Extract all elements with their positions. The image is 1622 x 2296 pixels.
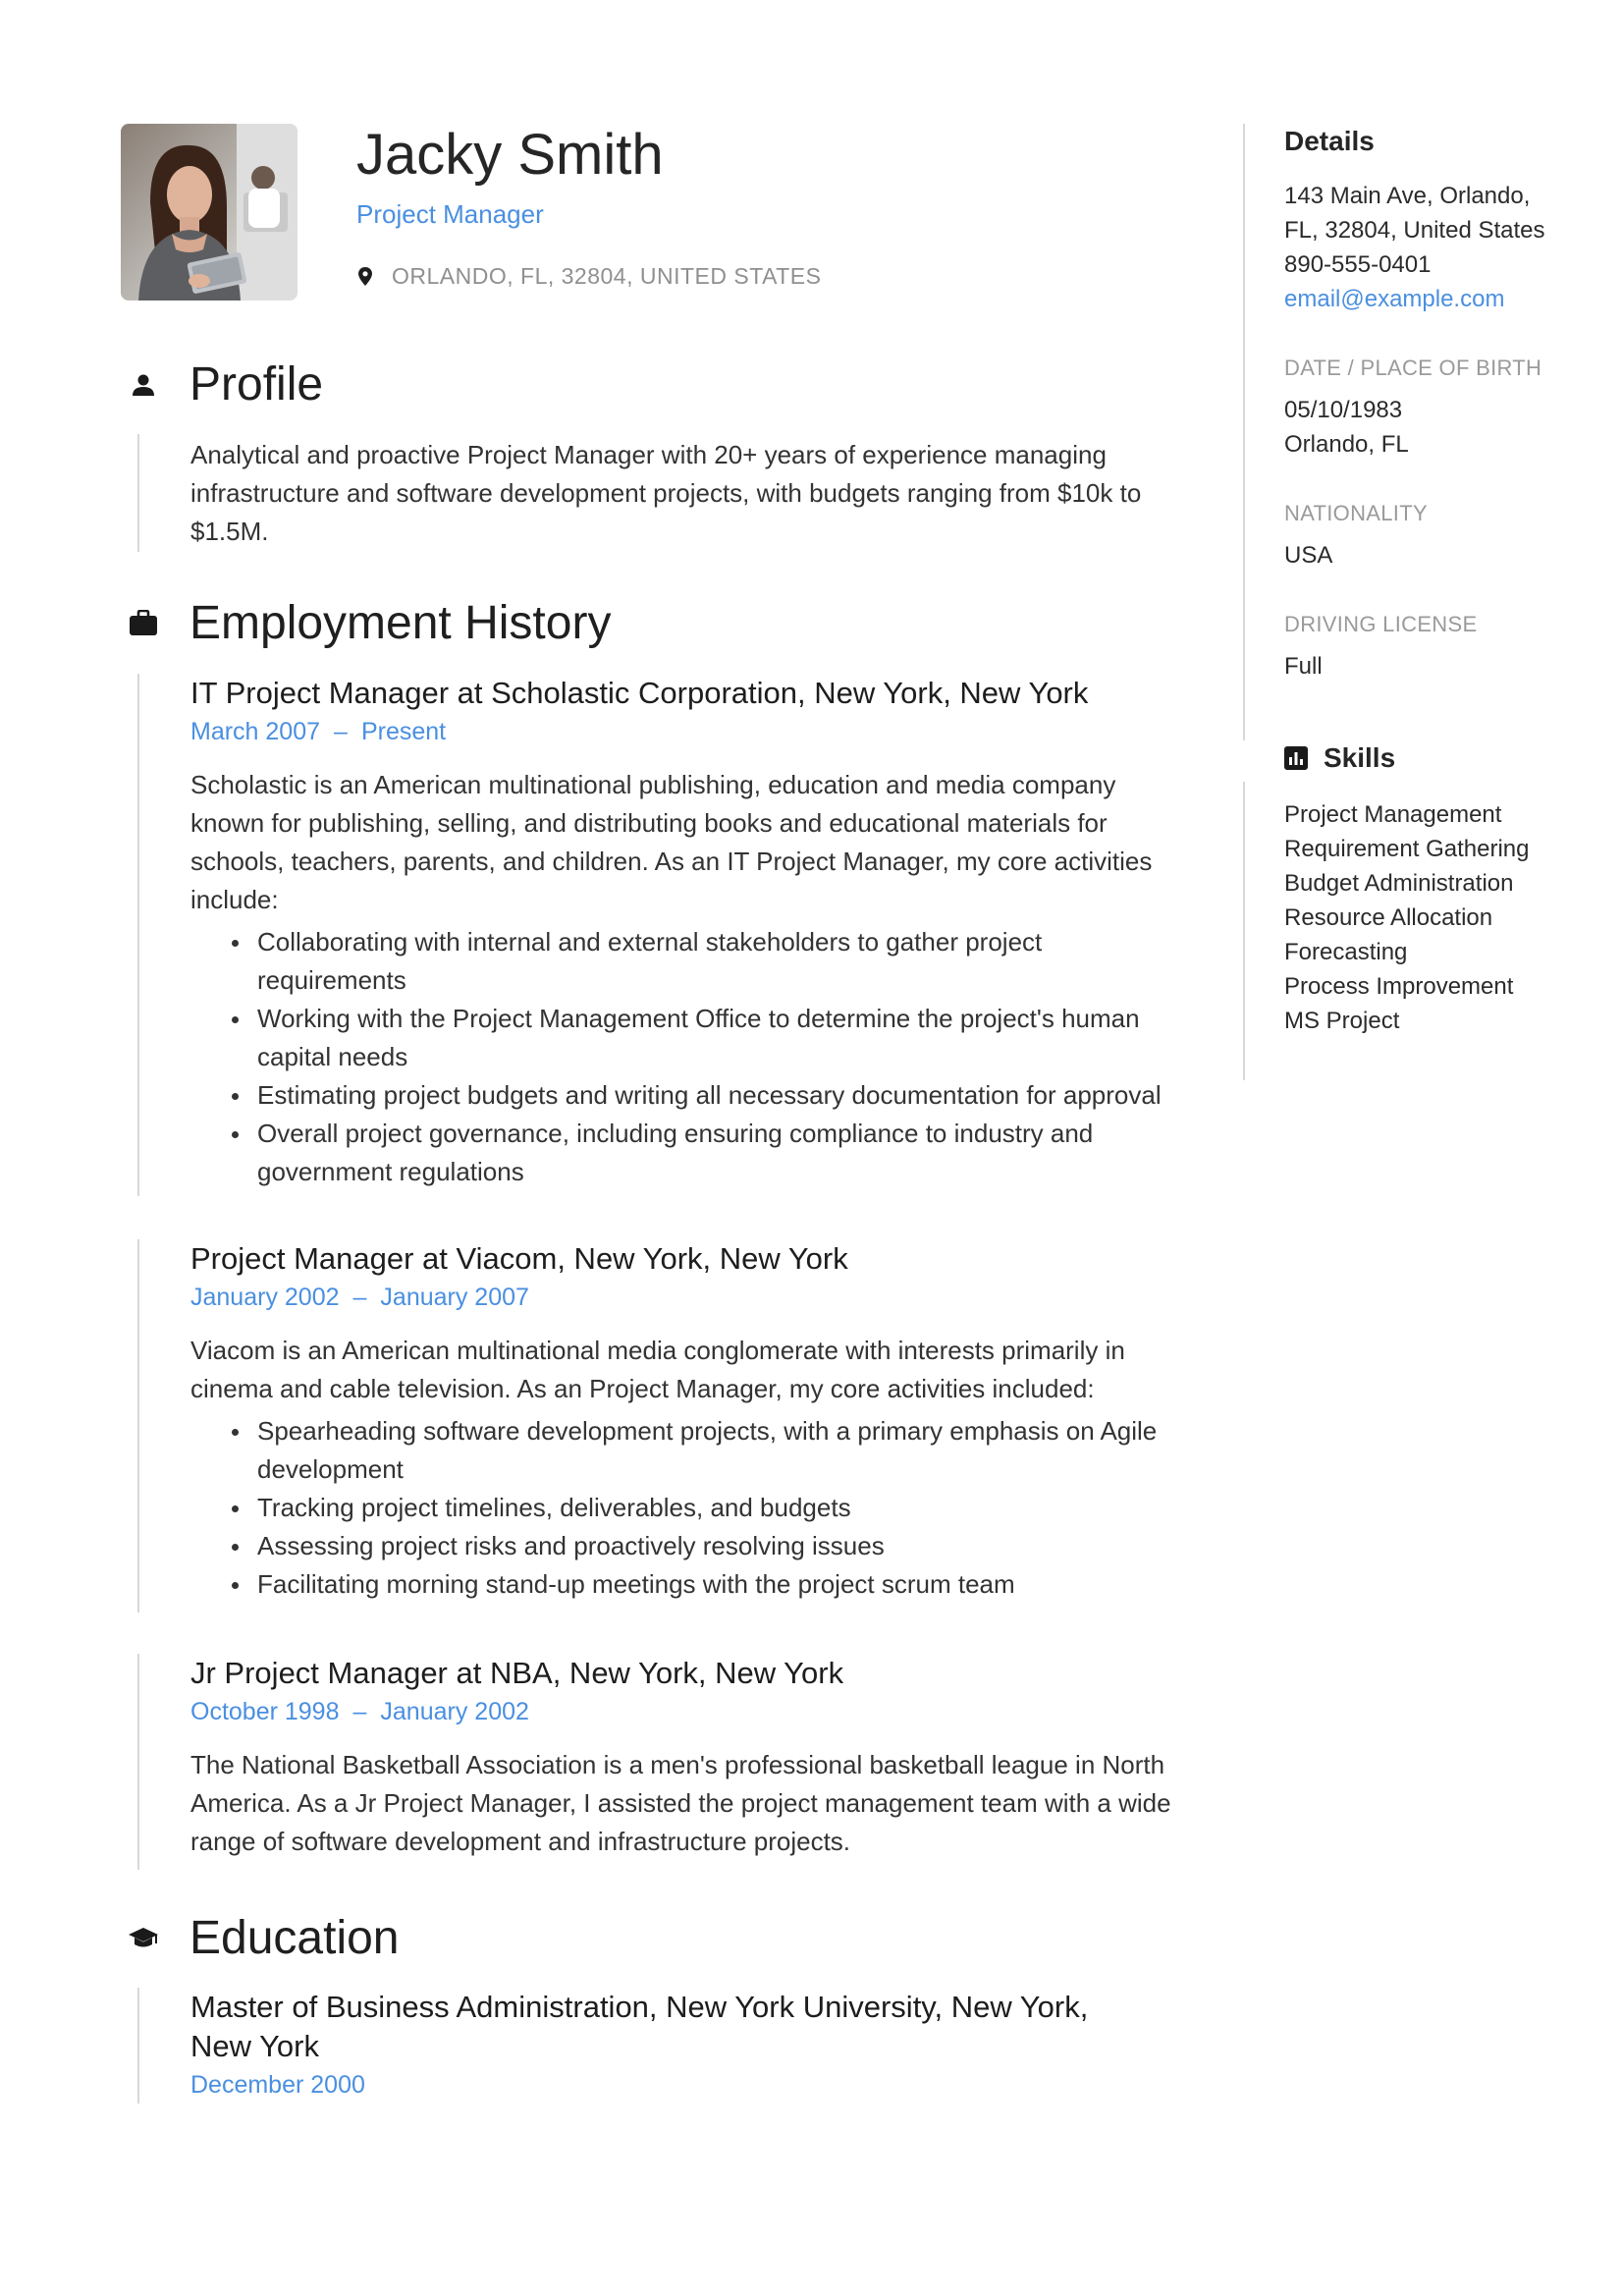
skill-item: Process Improvement: [1284, 973, 1514, 1000]
date-separator: –: [352, 1698, 367, 1725]
skills-list: [1284, 797, 1608, 1038]
job-start: January 2002: [190, 1284, 340, 1311]
license-value: Full: [1284, 653, 1323, 680]
job-dates: [190, 1281, 1188, 1314]
profile-block: [137, 434, 1188, 552]
skills-heading: [1284, 740, 1608, 776]
list-item: Spearheading software development projects, with a primary emphasis on Agile development: [190, 1412, 1188, 1489]
birth-label: DATE / PLACE OF BIRTH: [1284, 355, 1542, 380]
list-item: Working with the Project Management Office to determine the project's human capital needs: [190, 1000, 1188, 1076]
job-dates: [190, 715, 1188, 748]
job-title: IT Project Manager at Scholastic Corporation, New York, New York: [190, 676, 1089, 710]
section-title: Employment History: [189, 597, 612, 649]
degree-title: Master of Business Administration, New York University, New York, New York: [190, 1990, 1089, 2063]
location-text: ORLANDO, FL, 32804, UNITED STATES: [392, 263, 822, 289]
details-heading: Details: [1284, 126, 1375, 156]
list-item: Collaborating with internal and external stakeholders to gather project requirements: [190, 923, 1188, 1000]
birth-place: Orlando, FL: [1284, 431, 1409, 458]
job-title: Project Manager at Viacom, New York, New York: [190, 1241, 848, 1276]
job-end: January 2002: [380, 1698, 529, 1725]
skill-item: Project Management: [1284, 801, 1502, 828]
job-start: October 1998: [190, 1698, 340, 1725]
job-title: Jr Project Manager at NBA, New York, New York: [190, 1656, 844, 1690]
candidate-name: Jacky Smith: [356, 123, 664, 187]
section-title: Education: [189, 1912, 400, 1964]
employment-heading: [121, 596, 611, 650]
job-bullets: [190, 923, 1188, 1191]
job-description: Scholastic is an American multinational publishing, education and media company known for publishing, selling, and distributing books and educational materials for schools, teachers, parents, and children. As an IT Project Manager, my core activities include:: [190, 770, 1153, 914]
list-item: Facilitating morning stand-up meetings with the project scrum team: [190, 1565, 1188, 1604]
sidebar-divider: [1243, 782, 1245, 1080]
location-line: [356, 263, 821, 290]
date-separator: –: [352, 1284, 367, 1311]
skill-item: Resource Allocation: [1284, 904, 1493, 931]
date-separator: –: [334, 718, 348, 745]
nationality-label: NATIONALITY: [1284, 501, 1428, 525]
education-date: December 2000: [190, 2071, 365, 2099]
map-pin-icon: [356, 266, 374, 288]
list-item: Overall project governance, including ensuring compliance to industry and government regulations: [190, 1115, 1188, 1191]
skill-item: MS Project: [1284, 1008, 1400, 1034]
skills-title: Skills: [1324, 742, 1396, 773]
job-entry: [137, 1654, 1188, 1870]
profile-summary: Analytical and proactive Project Manager with 20+ years of experience managing infrastructure and software development projects, with budgets ranging from $10k to $1.5M.: [190, 440, 1142, 546]
license-label: DRIVING LICENSE: [1284, 612, 1478, 636]
candidate-title: Project Manager: [356, 199, 544, 229]
bar-chart-icon: [1284, 746, 1308, 770]
briefcase-icon: [121, 601, 166, 646]
graduation-cap-icon: [121, 1916, 166, 1961]
job-end: January 2007: [380, 1284, 529, 1311]
phone: 890-555-0401: [1284, 251, 1432, 278]
job-description: Viacom is an American multinational media conglomerate with interests primarily in cinema and cable television. As an Project Manager, my core activities included:: [190, 1336, 1125, 1403]
job-description: The National Basketball Association is a men's professional basketball league in North America. As a Jr Project Manager, I assisted the project management team with a wide range of software development and infrastructure projects.: [190, 1750, 1171, 1856]
job-start: March 2007: [190, 718, 321, 745]
profile-heading: [121, 357, 323, 411]
job-bullets: [190, 1412, 1188, 1604]
email-link[interactable]: email@example.com: [1284, 286, 1505, 312]
address: 143 Main Ave, Orlando, FL, 32804, United States: [1284, 183, 1545, 244]
sidebar-divider: [1243, 124, 1245, 740]
list-item: Estimating project budgets and writing all necessary documentation for approval: [190, 1076, 1188, 1115]
profile-photo: [121, 124, 297, 301]
job-entry: [137, 1239, 1188, 1613]
education-entry: [137, 1988, 1129, 2104]
skill-item: Requirement Gathering: [1284, 836, 1530, 862]
skill-item: Forecasting: [1284, 939, 1408, 965]
job-entry: [137, 674, 1188, 1196]
birth-date: 05/10/1983: [1284, 397, 1403, 423]
list-item: Assessing project risks and proactively resolving issues: [190, 1527, 1188, 1565]
section-title: Profile: [189, 358, 324, 410]
job-dates: [190, 1695, 1188, 1728]
skill-item: Budget Administration: [1284, 870, 1514, 897]
sidebar: [1284, 124, 1608, 1038]
education-heading: [121, 1911, 400, 1965]
job-end: Present: [360, 718, 447, 745]
person-icon: [121, 362, 166, 408]
list-item: Tracking project timelines, deliverables, and budgets: [190, 1489, 1188, 1527]
nationality-value: USA: [1284, 542, 1333, 569]
